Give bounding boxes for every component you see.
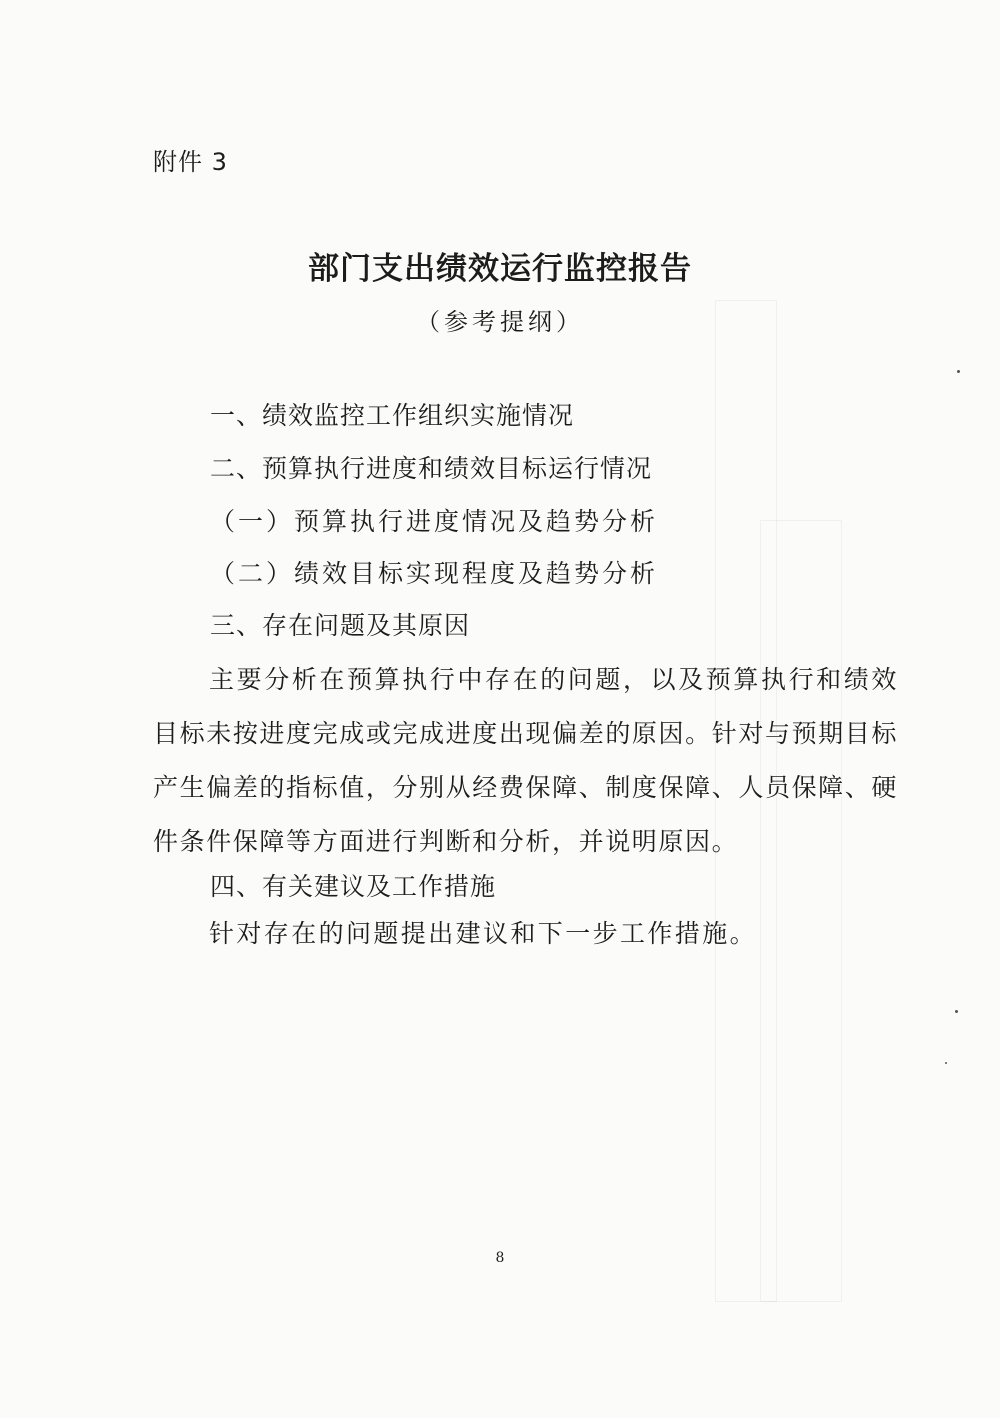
- heading-section-1: 一、绩效监控工作组织实施情况: [210, 401, 575, 430]
- heading-section-3: 三、存在问题及其原因: [210, 611, 471, 640]
- heading-section-4: 四、有关建议及工作措施: [210, 872, 497, 901]
- heading-subsection-2-1: （一）预算执行进度情况及趋势分析: [210, 507, 659, 536]
- scan-speck: [957, 370, 960, 373]
- document-title: 部门支出绩效运行监控报告: [308, 251, 692, 287]
- document-subtitle: （参考提纲）: [416, 308, 584, 336]
- scan-speck: [955, 1010, 958, 1013]
- heading-subsection-2-2: （二）绩效目标实现程度及趋势分析: [210, 559, 659, 588]
- page-number: 8: [495, 1250, 505, 1266]
- section-4-body: 针对存在的问题提出建议和下一步工作措施。: [209, 919, 758, 948]
- scan-speck: [945, 1062, 947, 1064]
- section-3-body: 主要分析在预算执行中存在的问题，以及预算执行和绩效目标未按进度完成或完成进度出现偏差的原因。针对与预期目标产生偏差的指标值，分别从经费保障、制度保障、人员保障、硬件条件保障等方面进行判断和分析，并说明原因。: [153, 665, 898, 856]
- bleed-through-frame: [760, 520, 842, 1302]
- attachment-label: 附件 3: [153, 148, 228, 176]
- heading-section-2: 二、预算执行进度和绩效目标运行情况: [210, 454, 653, 483]
